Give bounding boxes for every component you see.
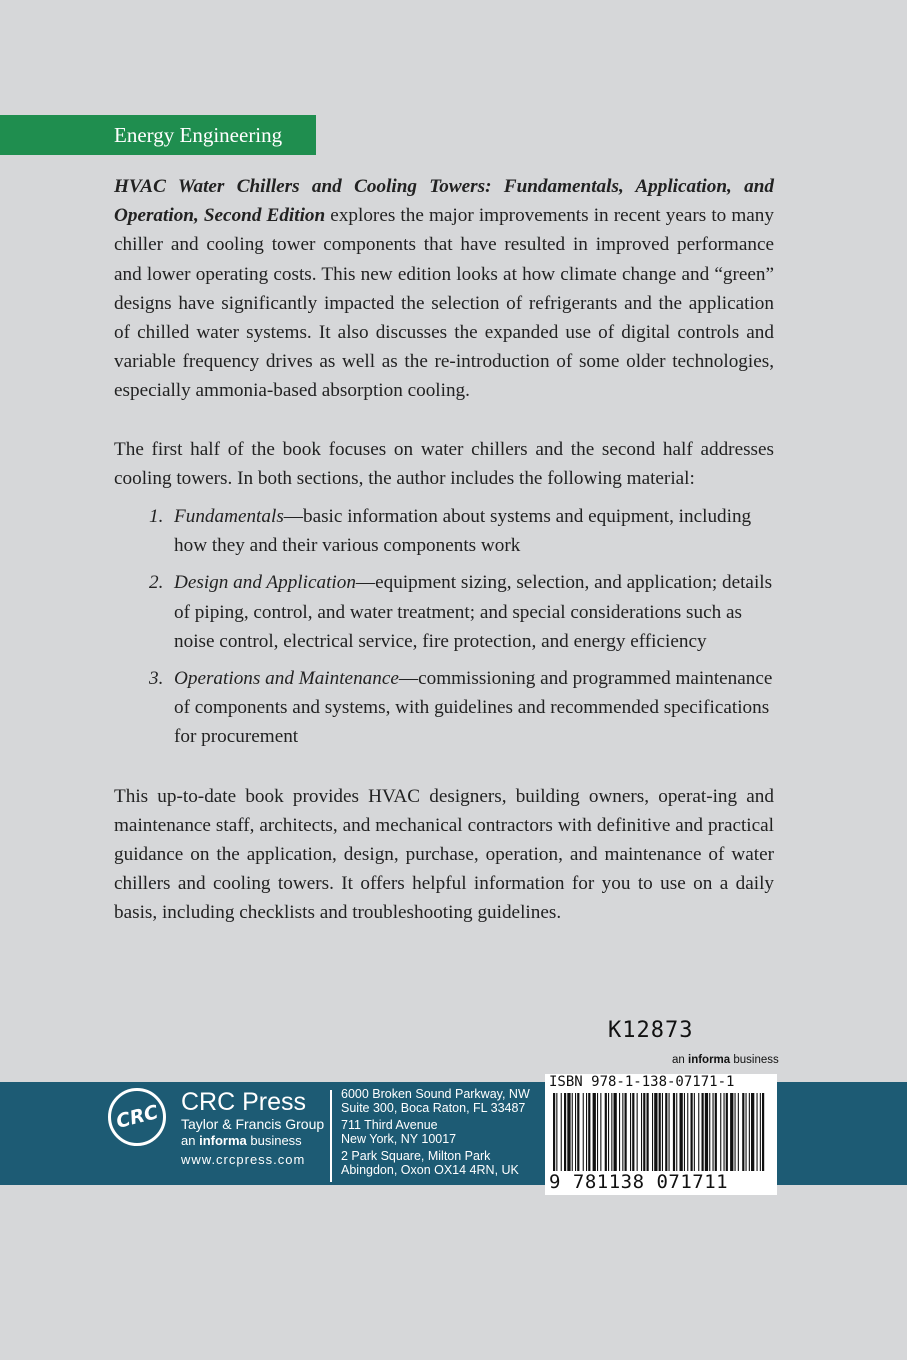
barcode-bar: [632, 1093, 634, 1171]
structure-paragraph: The first half of the book focuses on water chillers and the second half addresses cooling towers. In both sections, the author includes the following material:: [114, 438, 774, 489]
footer-divider: [330, 1090, 332, 1182]
barcode-bar: [669, 1093, 670, 1171]
ean-digits: 9 781138 071711: [549, 1171, 729, 1193]
crc-logo-icon: [108, 1088, 166, 1146]
barcode-bar: [564, 1093, 566, 1171]
barcode-bar: [619, 1093, 620, 1171]
address-block: [341, 1119, 530, 1146]
barcode-bar: [593, 1093, 596, 1171]
barcode-bar: [575, 1093, 576, 1171]
barcode-bar: [647, 1093, 649, 1171]
barcode-bar: [751, 1093, 754, 1171]
series-label: Energy Engineering: [114, 123, 283, 147]
barcode-bar: [556, 1093, 557, 1171]
barcode-bar: [625, 1093, 627, 1171]
intro-paragraph: [114, 172, 774, 406]
address-block: [341, 1088, 530, 1115]
barcode-bar: [691, 1093, 693, 1171]
barcode-bar: [742, 1093, 744, 1171]
list-text: —commissioning and programmed maintenance of components and systems, with guidelines and recommended specifications for procurement: [174, 668, 773, 748]
informa-prefix: an: [672, 1054, 688, 1066]
barcode-bar: [709, 1093, 710, 1171]
list-item: [114, 664, 774, 752]
barcode-bar: [735, 1093, 736, 1171]
list-text: —basic information about systems and equipment, including how they and their various components work: [174, 506, 752, 557]
barcode-bar: [687, 1093, 688, 1171]
barcode-bar: [738, 1093, 739, 1171]
barcode-bar: [630, 1093, 631, 1171]
barcode-bar: [762, 1093, 764, 1171]
series-banner: [0, 115, 316, 155]
barcode-bar: [652, 1093, 653, 1171]
barcode-bar: [583, 1093, 584, 1171]
product-code: K12873: [608, 1018, 694, 1043]
address-block: [341, 1150, 530, 1177]
barcode-bars-icon: [553, 1093, 769, 1171]
informa-tag: [672, 1054, 779, 1066]
list-term: Fundamentals: [174, 506, 284, 528]
logo-text: CRC: [113, 1101, 161, 1133]
address-line: Suite 300, Boca Raton, FL 33487: [341, 1100, 526, 1115]
publisher-group: Taylor & Francis Group: [181, 1116, 325, 1132]
address-line: 2 Park Square, Milton Park: [341, 1149, 491, 1163]
barcode-bar: [567, 1093, 570, 1171]
barcode-bar: [605, 1093, 607, 1171]
barcode-bar: [694, 1093, 695, 1171]
list-item: [114, 502, 774, 560]
list-item: [114, 568, 774, 656]
barcode-bar: [684, 1093, 685, 1171]
barcode-bar: [659, 1093, 661, 1171]
barcode-bar: [614, 1093, 617, 1171]
barcode-bar: [746, 1093, 747, 1171]
barcode-bar: [715, 1093, 717, 1171]
barcode-bar: [637, 1093, 638, 1171]
barcode-bar: [676, 1093, 677, 1171]
list-term: Operations and Maintenance: [174, 668, 399, 690]
barcode-bar: [757, 1093, 758, 1171]
publisher-addresses: [341, 1088, 530, 1181]
address-line: New York, NY 10017: [341, 1131, 457, 1146]
list-text: —equipment sizing, selection, and application; details of piping, control, and water treatment; and special considerations such as noise control, electrical service, fire protection, and energy efficiency: [174, 572, 773, 652]
barcode-bar: [665, 1093, 667, 1171]
informa-brand: informa: [688, 1054, 731, 1066]
list-number: 2.: [149, 572, 164, 594]
description: [114, 172, 774, 928]
barcode-bar: [680, 1093, 683, 1171]
biz-suffix: business: [246, 1133, 302, 1148]
list-term: Design and Application: [174, 572, 356, 594]
barcode-bar: [654, 1093, 657, 1171]
barcode-bar: [662, 1093, 663, 1171]
barcode-bar: [713, 1093, 714, 1171]
barcode-bar: [586, 1093, 587, 1171]
barcode-bar: [720, 1093, 721, 1171]
barcode-bar: [705, 1093, 708, 1171]
address-line: 711 Third Avenue: [341, 1118, 438, 1132]
isbn-barcode: [545, 1074, 777, 1195]
barcode-bar: [572, 1093, 573, 1171]
address-line: 6000 Broken Sound Parkway, NW: [341, 1087, 530, 1101]
intro-text: explores the major improvements in recent years to many chiller and cooling tower components that have resulted in improved performance and lower operating costs. This new edition looks at how climate change and “green” designs have significantly impacted the selection of refrigerants and the application of chilled water systems. It also discusses the expanded use of digital controls and variable frequency drives as well as the re-introduction of some older technologies, especially ammonia-based absorption cooling.: [114, 205, 774, 402]
barcode-bar: [730, 1093, 733, 1171]
publisher-name: CRC Press: [181, 1088, 307, 1116]
barcode-bar: [698, 1093, 699, 1171]
barcode-bar: [760, 1093, 761, 1171]
barcode-bar: [611, 1093, 612, 1171]
publisher-informa: [181, 1133, 324, 1149]
isbn-label: ISBN 978-1-138-07171-1: [549, 1074, 735, 1090]
barcode-bar: [724, 1093, 725, 1171]
barcode-bar: [673, 1093, 675, 1171]
barcode-bar: [726, 1093, 728, 1171]
publisher-block: [181, 1088, 324, 1169]
barcode-bar: [643, 1093, 645, 1171]
material-list: [114, 502, 774, 752]
biz-brand: informa: [199, 1133, 247, 1148]
barcode-bar: [608, 1093, 609, 1171]
barcode-bar: [553, 1093, 555, 1171]
barcode-bar: [641, 1093, 642, 1171]
barcode-bar: [749, 1093, 750, 1171]
list-number: 1.: [149, 506, 164, 528]
address-line: Abingdon, Oxon OX14 4RN, UK: [341, 1162, 519, 1177]
barcode-bar: [577, 1093, 579, 1171]
informa-suffix: business: [730, 1054, 779, 1066]
book-title: HVAC Water Chillers and Cooling Towers: Fundamentals, Application, and Operation, Second Edition: [114, 176, 774, 227]
barcode-bar: [597, 1093, 598, 1171]
biz-prefix: an: [181, 1133, 200, 1148]
barcode-bar: [561, 1093, 562, 1171]
barcode-bar: [622, 1093, 623, 1171]
audience-paragraph: This up-to-date book provides HVAC designers, building owners, operat-ing and maintenance staff, architects, and mechanical contractors with definitive and practical guidance on the application, design, purchase, operation, and maintenance of water chillers and cooling towers. It offers helpful information for you to use on a daily basis, including checklists and troubleshooting guidelines.: [114, 785, 774, 924]
barcode-bar: [702, 1093, 704, 1171]
barcode-bar: [588, 1093, 590, 1171]
barcode-bar: [600, 1093, 601, 1171]
list-number: 3.: [149, 668, 164, 690]
publisher-url[interactable]: www.crcpress.com: [181, 1152, 306, 1167]
